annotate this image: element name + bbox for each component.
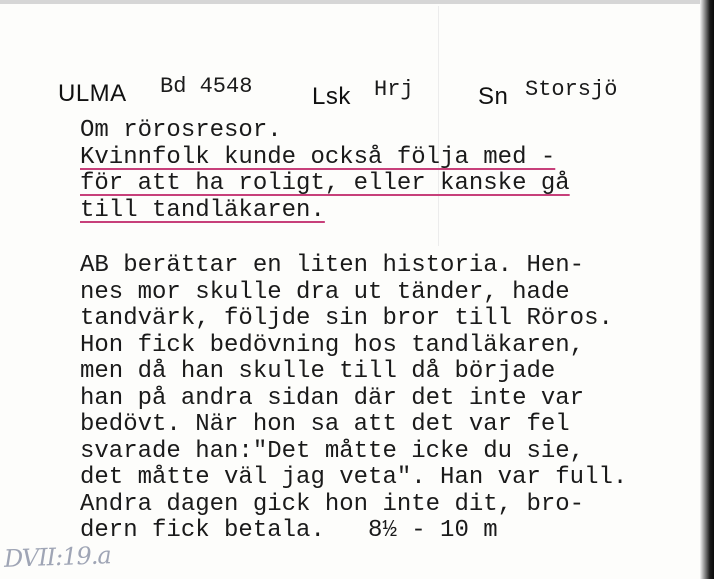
sn-value: Storsjö	[525, 77, 618, 102]
body-line-10: Andra dagen gick hon inte dit, bro-	[80, 490, 585, 518]
card-right-edge	[700, 0, 714, 579]
sn-label: Sn	[478, 83, 509, 110]
archive-label: ULMA	[58, 80, 127, 107]
body-line-6: han på andra sidan där det inte var	[80, 384, 585, 412]
body-line-3: tandvärk, följde sin bror till Röros.	[80, 305, 613, 332]
body-line-5: men då han skulle till då började	[80, 358, 556, 385]
lsk-label: Lsk	[312, 83, 351, 110]
lsk-value: Hrj	[374, 77, 414, 102]
card-header	[0, 0, 700, 120]
body-line-11: dern fick betala. 8½ - 10 m	[80, 517, 498, 544]
body-line-7: bedövt. När hon sa att det var fel	[80, 411, 570, 438]
heading-line-2: Kvinnfolk kunde också följa med -	[80, 143, 556, 171]
card-text	[80, 118, 700, 545]
heading-line-4: till tandläkaren.	[80, 196, 325, 224]
body-line-4: Hon fick bedövning hos tandläkaren,	[80, 331, 585, 359]
handwritten-annotation: DVII:19.a	[3, 541, 112, 573]
heading-line-1: Om rörosresor.	[80, 117, 282, 144]
body-line-2: nes mor skulle dra ut tänder, hade	[80, 278, 570, 306]
heading-line-3: för att ha roligt, eller kanske gå	[80, 170, 570, 197]
paragraph-gap	[80, 224, 700, 253]
body-line-9: det måtte väl jag veta". Han var full.	[80, 464, 628, 491]
body-line-1: AB berättar en liten historia. Hen-	[80, 252, 585, 279]
record-number: Bd 4548	[160, 74, 253, 99]
body-line-8: svarade han:"Det måtte icke du sie,	[80, 437, 585, 465]
